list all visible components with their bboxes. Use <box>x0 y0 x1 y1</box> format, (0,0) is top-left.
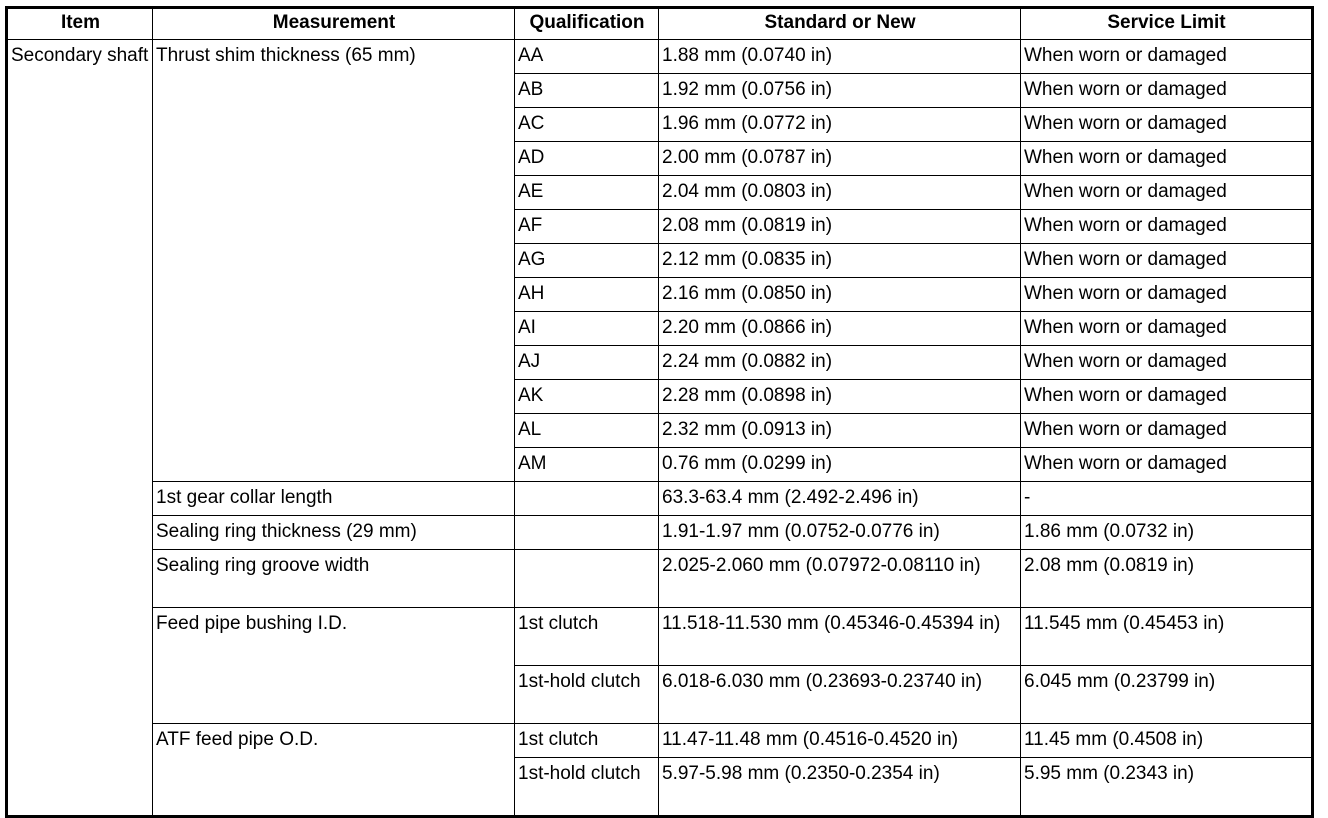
qualification-cell: AL <box>515 414 659 448</box>
measurement-cell: Thrust shim thickness (65 mm) <box>153 40 515 482</box>
qualification-cell: 1st-hold clutch <box>515 758 659 817</box>
standard-cell: 2.00 mm (0.0787 in) <box>659 142 1021 176</box>
limit-cell: 5.95 mm (0.2343 in) <box>1021 758 1313 817</box>
standard-cell: 1.88 mm (0.0740 in) <box>659 40 1021 74</box>
standard-cell: 5.97-5.98 mm (0.2350-0.2354 in) <box>659 758 1021 817</box>
standard-cell: 2.28 mm (0.0898 in) <box>659 380 1021 414</box>
table-row <box>7 482 1313 516</box>
standard-cell: 2.08 mm (0.0819 in) <box>659 210 1021 244</box>
qualification-cell: 1st clutch <box>515 608 659 666</box>
qualification-cell: 1st clutch <box>515 724 659 758</box>
limit-cell: 1.86 mm (0.0732 in) <box>1021 516 1313 550</box>
header-service-limit: Service Limit <box>1021 8 1313 40</box>
service-spec-table <box>5 6 1314 818</box>
standard-cell: 1.96 mm (0.0772 in) <box>659 108 1021 142</box>
standard-cell: 2.16 mm (0.0850 in) <box>659 278 1021 312</box>
limit-cell: - <box>1021 482 1313 516</box>
qualification-cell: AB <box>515 74 659 108</box>
standard-cell: 1.92 mm (0.0756 in) <box>659 74 1021 108</box>
limit-cell: 11.545 mm (0.45453 in) <box>1021 608 1313 666</box>
header-qualification: Qualification <box>515 8 659 40</box>
qualification-cell: AD <box>515 142 659 176</box>
limit-cell: 11.45 mm (0.4508 in) <box>1021 724 1313 758</box>
qualification-cell: 1st-hold clutch <box>515 666 659 724</box>
header-row <box>7 8 1313 40</box>
table-row <box>7 40 1313 74</box>
measurement-cell: ATF feed pipe O.D. <box>153 724 515 817</box>
limit-cell: When worn or damaged <box>1021 108 1313 142</box>
limit-cell: When worn or damaged <box>1021 414 1313 448</box>
standard-cell: 1.91-1.97 mm (0.0752-0.0776 in) <box>659 516 1021 550</box>
qualification-cell: AH <box>515 278 659 312</box>
table-row <box>7 608 1313 666</box>
table-row <box>7 724 1313 758</box>
standard-cell: 2.04 mm (0.0803 in) <box>659 176 1021 210</box>
qualification-cell: AA <box>515 40 659 74</box>
qualification-cell <box>515 550 659 608</box>
qualification-cell: AG <box>515 244 659 278</box>
measurement-cell: 1st gear collar length <box>153 482 515 516</box>
measurement-cell: Sealing ring thickness (29 mm) <box>153 516 515 550</box>
qualification-cell <box>515 516 659 550</box>
spec-table-container <box>5 6 1314 818</box>
item-cell: Secondary shaft <box>7 40 153 817</box>
limit-cell: When worn or damaged <box>1021 346 1313 380</box>
limit-cell: When worn or damaged <box>1021 312 1313 346</box>
qualification-cell: AC <box>515 108 659 142</box>
standard-cell: 6.018-6.030 mm (0.23693-0.23740 in) <box>659 666 1021 724</box>
standard-cell: 11.47-11.48 mm (0.4516-0.4520 in) <box>659 724 1021 758</box>
qualification-cell: AE <box>515 176 659 210</box>
standard-cell: 2.20 mm (0.0866 in) <box>659 312 1021 346</box>
header-measurement: Measurement <box>153 8 515 40</box>
qualification-cell: AI <box>515 312 659 346</box>
table-row <box>7 550 1313 608</box>
standard-cell: 63.3-63.4 mm (2.492-2.496 in) <box>659 482 1021 516</box>
standard-cell: 2.12 mm (0.0835 in) <box>659 244 1021 278</box>
measurement-cell: Sealing ring groove width <box>153 550 515 608</box>
limit-cell: When worn or damaged <box>1021 142 1313 176</box>
measurement-cell: Feed pipe bushing I.D. <box>153 608 515 724</box>
standard-cell: 0.76 mm (0.0299 in) <box>659 448 1021 482</box>
limit-cell: 2.08 mm (0.0819 in) <box>1021 550 1313 608</box>
limit-cell: When worn or damaged <box>1021 278 1313 312</box>
standard-cell: 2.32 mm (0.0913 in) <box>659 414 1021 448</box>
limit-cell: When worn or damaged <box>1021 244 1313 278</box>
limit-cell: When worn or damaged <box>1021 210 1313 244</box>
qualification-cell <box>515 482 659 516</box>
header-standard: Standard or New <box>659 8 1021 40</box>
qualification-cell: AM <box>515 448 659 482</box>
limit-cell: When worn or damaged <box>1021 380 1313 414</box>
header-item: Item <box>7 8 153 40</box>
standard-cell: 2.025-2.060 mm (0.07972-0.08110 in) <box>659 550 1021 608</box>
qualification-cell: AF <box>515 210 659 244</box>
standard-cell: 2.24 mm (0.0882 in) <box>659 346 1021 380</box>
table-row <box>7 516 1313 550</box>
standard-cell: 11.518-11.530 mm (0.45346-0.45394 in) <box>659 608 1021 666</box>
qualification-cell: AK <box>515 380 659 414</box>
limit-cell: When worn or damaged <box>1021 176 1313 210</box>
limit-cell: When worn or damaged <box>1021 448 1313 482</box>
qualification-cell: AJ <box>515 346 659 380</box>
limit-cell: 6.045 mm (0.23799 in) <box>1021 666 1313 724</box>
limit-cell: When worn or damaged <box>1021 74 1313 108</box>
limit-cell: When worn or damaged <box>1021 40 1313 74</box>
